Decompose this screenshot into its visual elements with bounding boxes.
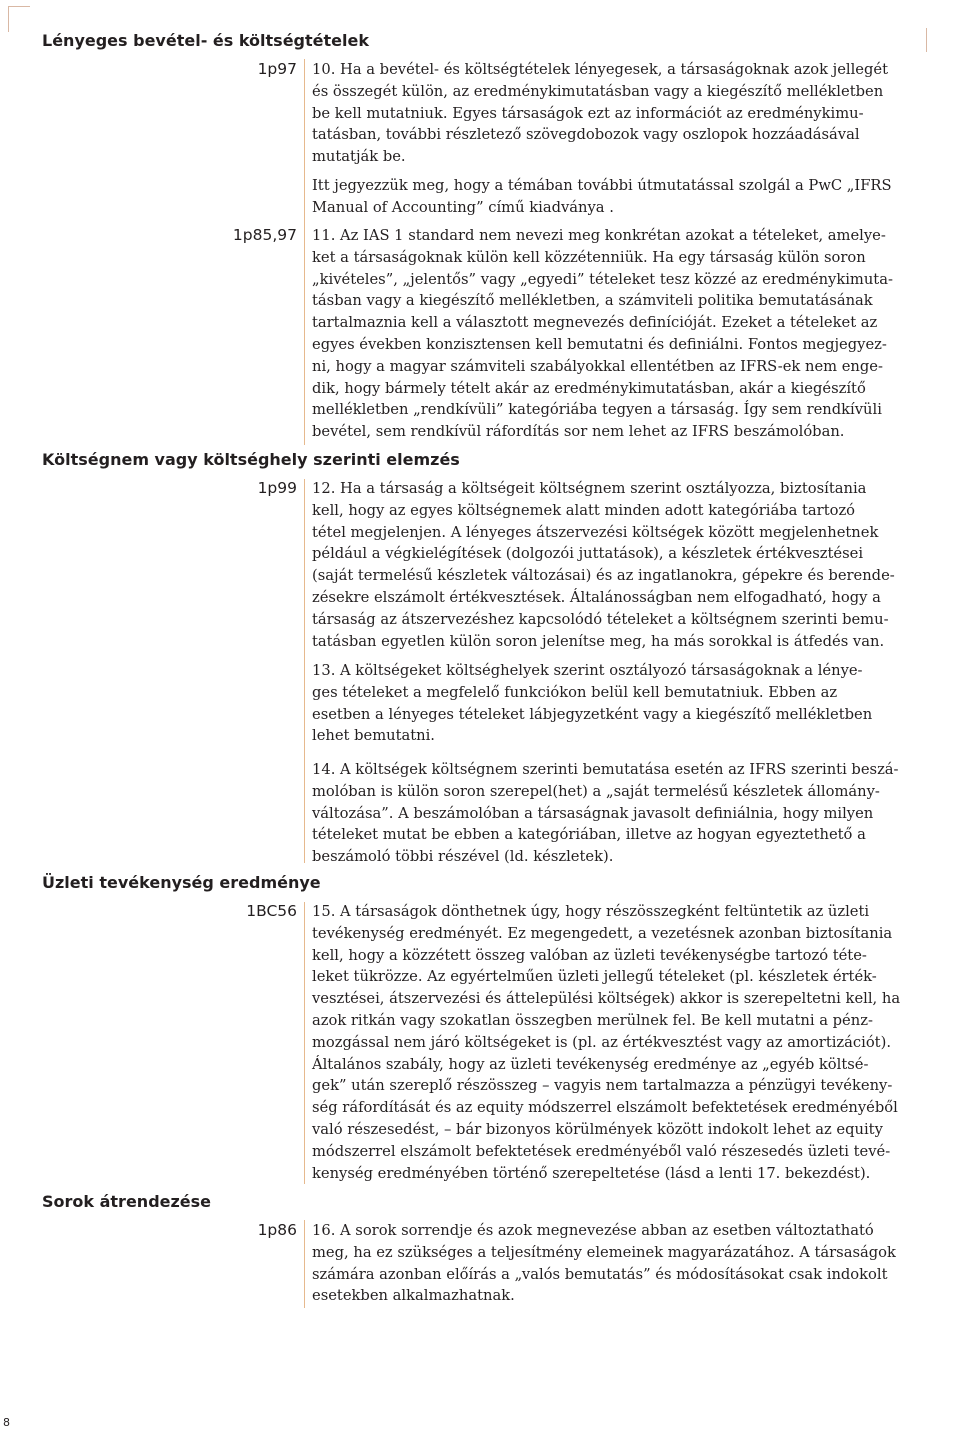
paragraph-13: 13. A költségeket költséghelyek szerint osztályozó társaságoknak a lénye- ges tételeket a megfelelő funkciókon belül kell bemutatniuk. Ebben az esetben a lényeges tételeket lábjegyzetként vagy a kiegészítő mellékletben lehet bemutatni. [312, 662, 873, 745]
section-rule [304, 902, 305, 1184]
section-rule [304, 1220, 305, 1308]
margin-ref-1p86: 1p86 [257, 1221, 297, 1239]
heading-nature-function-analysis: Költségnem vagy költséghely szerinti elemzés [42, 450, 460, 469]
paragraph-14: 14. A költségek költségnem szerinti bemutatása esetén az IFRS szerinti beszá- molóban is külön soron szerepel(het) a „saját termelésű készletek állomány- változása”. A beszámolóban a társaságnak javasolt definiálnia, hogy milyen tételeket mutat be ebben a kategóriában, illetve az hogyan egyeztethető a beszámoló többi részével (ld. készletek). [312, 761, 899, 866]
paragraph-15: 15. A társaságok dönthetnek úgy, hogy részösszegként feltüntetik az üzleti tevékenység eredményét. Ez megengedett, a vezetésnek azonban biztosítania kell, hogy a közzétett összeg valóban az üzleti tevékenységbe tartozó téte- leket tükrözze. Az egyértelműen üzleti jellegű tételeket (pl. készletek érték- vesztései, átszervezési és áttelepülési költségek) akkor is szerepeltetni kell, ha azok ritkán vagy szokatlan összegben merülnek fel. Be kell mutatni a pénz- mozgással nem járó költségeket is (pl. az értékvesztést vagy az amortizációt). Általános szabály, hogy az üzleti tevékenység eredménye az „egyéb költsé- gek” után szereplő részösszeg – vagyis nem tartalmazza a pénzügyi tevékeny- ség ráfordítását és az equity módszerrel elszámolt befektetések eredményéből való részesedést, – bár bizonyos körülmények között indokolt lehet az equity módszerrel elszámolt befektetések eredményéből való részesedés üzleti tevé- kenység eredményében történő szerepeltetése (lásd a lenti 17. bekezdést). [312, 903, 901, 1182]
paragraph-10: 10. Ha a bevétel- és költségtételek lényegesek, a társaságoknak azok jellegét és összegét külön, az eredménykimutatásban vagy a kiegészítő mellékletben be kell mutatniuk. Egyes társaságok ezt az információt az eredménykimu- tatásban, további részletező szövegdobozok vagy oszlopok hozzáadásával mutatják be. [312, 61, 888, 166]
heading-significant-items: Lényeges bevétel- és költségtételek [42, 31, 369, 50]
page-number: 8 [3, 1416, 10, 1429]
paragraph-12: 12. Ha a társaság a költségeit költségnem szerint osztályozza, biztosítania kell, hogy az egyes költségnemek alatt minden adott kategóriába tartozó tétel megjelenjen. A lényeges átszervezési költségek között megjelenhetnek például a végkielégítések (dolgozói juttatások), a készletek értékvesztései (saját termelésű készletek változásai) és az ingatlanokra, gépekre és berende- zésekre elszámolt értékvesztések. Általánosságban nem elfogadható, hogy a társaság az átszervezéshez kapcsolódó tételeket a költségnem szerinti bemu- tatásban egyetlen külön soron jelenítse meg, ha más sorokkal is átfedés van. [312, 480, 895, 650]
section-rule [304, 59, 305, 445]
margin-ref-1bc56: 1BC56 [246, 902, 297, 920]
corner-mark-left-vertical [8, 6, 9, 32]
corner-mark-left-horizontal [8, 6, 30, 7]
margin-ref-1p97: 1p97 [257, 60, 297, 78]
paragraph-10-note: Itt jegyezzük meg, hogy a témában további útmutatással szolgál a PwC „IFRS Manual of Accounting” című kiadványa . [312, 177, 892, 216]
paragraph-11: 11. Az IAS 1 standard nem nevezi meg konkrétan azokat a tételeket, amelye- ket a társaságoknak külön kell közzétenniük. Ha egy társaság külön soron „kivételes”, „jelentős” vagy „egyedi” tételeket tesz közzé az eredménykimuta- tásban vagy a kiegészítő mellékletben, a számviteli politika bemutatásának tartalmaznia kell a választott megnevezés definícióját. Ezeket a tételeket az egyes években konzisztensen kell bemutatni és definiálni. Fontos megjegyez- ni, hogy a magyar számviteli szabályokkal ellentétben az IFRS-ek nem enge- dik, hogy bármely tételt akár az eredménykimutatásban, akár a kiegészítő mellékletben „rendkívüli” kategóriába tegyen a társaság. Így sem rendkívüli bevétel, sem rendkívül ráfordítás sor nem lehet az IFRS beszámolóban. [312, 227, 893, 441]
heading-reordering-lines: Sorok átrendezése [42, 1192, 212, 1211]
margin-ref-1p85-97: 1p85,97 [232, 226, 297, 244]
section-rule [304, 479, 305, 863]
paragraph-16: 16. A sorok sorrendje és azok megnevezése abban az esetben változtatható meg, ha ez szükséges a teljesítmény elemeinek magyarázatához. A társaságok számára azonban előírás a „valós bemutatás” és módosításokat csak indokolt esetekben alkalmazhatnak. [312, 1222, 896, 1305]
corner-mark-right-vertical [926, 28, 927, 52]
heading-operating-profit: Üzleti tevékenység eredménye [42, 873, 321, 892]
margin-ref-1p99: 1p99 [257, 479, 297, 497]
